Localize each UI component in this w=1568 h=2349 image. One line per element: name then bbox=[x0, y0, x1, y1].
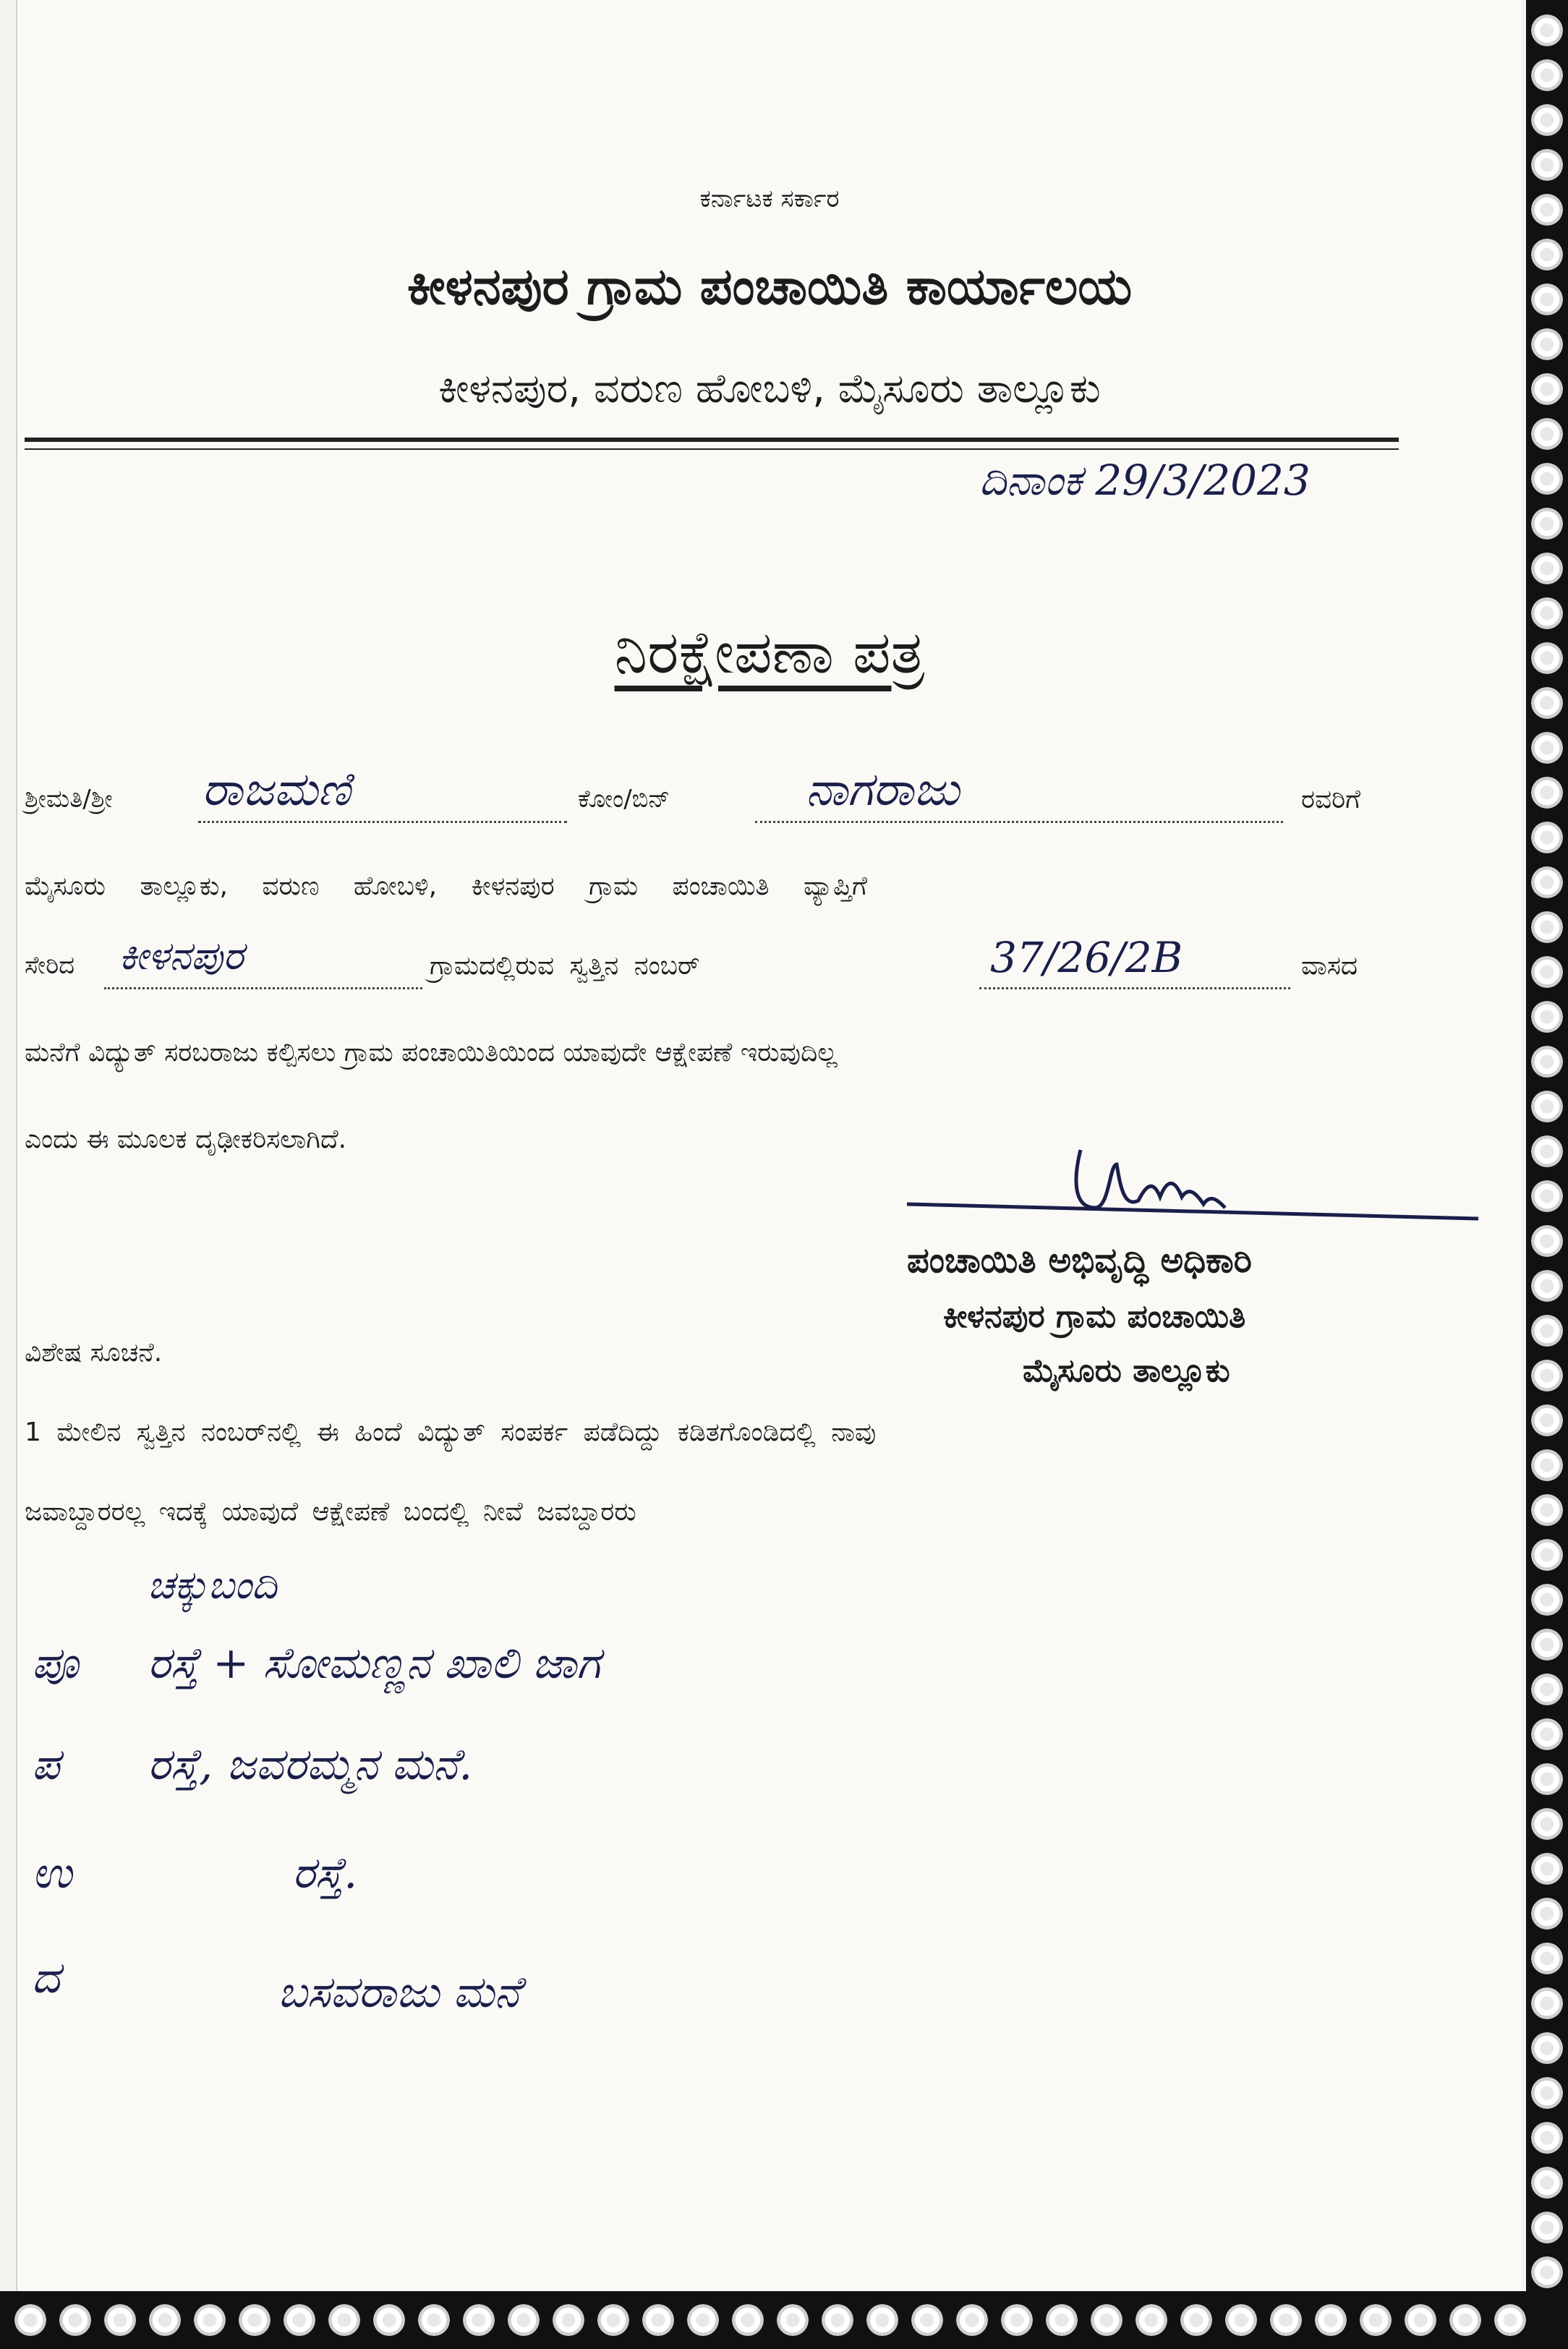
border-flower-icon bbox=[149, 2304, 181, 2336]
border-flower-icon bbox=[1531, 1987, 1563, 2019]
border-flower-icon bbox=[1531, 687, 1563, 719]
village-fill-line bbox=[104, 987, 422, 989]
border-flower-icon bbox=[59, 2304, 91, 2336]
border-flower-icon bbox=[1180, 2304, 1212, 2336]
boundary-dir-north: ಉ bbox=[32, 1848, 72, 1898]
border-flower-icon bbox=[1531, 1494, 1563, 1526]
border-flower-icon bbox=[1531, 1135, 1563, 1167]
border-flower-icon bbox=[1531, 239, 1563, 270]
relation-fill-line bbox=[755, 821, 1283, 823]
border-flower-icon bbox=[1531, 1091, 1563, 1122]
border-flower-icon bbox=[1315, 2304, 1347, 2336]
border-flower-icon bbox=[418, 2304, 450, 2336]
border-flower-icon bbox=[1531, 1315, 1563, 1347]
office-title: ಕೀಳನಪುರ ಗ್ರಾಮ ಪಂಚಾಯಿತಿ ಕಾರ್ಯಾಲಯ bbox=[406, 257, 1133, 316]
border-flower-icon bbox=[1531, 2167, 1563, 2199]
border-flower-icon bbox=[1531, 1943, 1563, 1974]
border-flower-icon bbox=[1135, 2304, 1167, 2336]
border-flower-icon bbox=[1531, 1808, 1563, 1840]
boundary-value-south: ಬಸವರಾಜು ಮನೆ bbox=[278, 1967, 521, 2018]
border-flower-icon bbox=[1091, 2304, 1122, 2336]
border-flower-icon bbox=[1531, 1853, 1563, 1885]
border-flower-icon bbox=[1531, 956, 1563, 988]
border-flower-icon bbox=[1531, 911, 1563, 943]
border-flower-icon bbox=[1531, 777, 1563, 809]
village-name: ಕೀಳನಪುರ bbox=[119, 933, 244, 979]
decorative-border-bottom bbox=[0, 2291, 1568, 2349]
border-flower-icon bbox=[1531, 1674, 1563, 1705]
border-flower-icon bbox=[1531, 1898, 1563, 1930]
border-flower-icon bbox=[14, 2304, 46, 2336]
line3-middle: ಗ್ರಾಮದಲ್ಲಿರುವ ಸ್ವತ್ತಿನ ನಂಬರ್ bbox=[430, 951, 700, 981]
border-flower-icon bbox=[1531, 2212, 1563, 2243]
document-page bbox=[16, 0, 1522, 2329]
border-flower-icon bbox=[1270, 2304, 1302, 2336]
border-flower-icon bbox=[1531, 597, 1563, 629]
border-flower-icon bbox=[1531, 59, 1563, 91]
border-flower-icon bbox=[777, 2304, 809, 2336]
border-flower-icon bbox=[1531, 284, 1563, 315]
document-title: ನಿರಕ್ಷೇಪಣಾ ಪತ್ರ bbox=[614, 618, 925, 687]
border-flower-icon bbox=[1531, 1404, 1563, 1436]
signatory-office: ಕೀಳನಪುರ ಗ್ರಾಮ ಪಂಚಾಯಿತಿ bbox=[943, 1298, 1246, 1335]
body-line-5: ಎಂದು ಈ ಮೂಲಕ ದೃಢೀಕರಿಸಲಾಗಿದೆ. bbox=[25, 1125, 347, 1154]
border-flower-icon bbox=[1531, 328, 1563, 360]
boundary-value-north: ರಸ್ತೆ. bbox=[292, 1848, 358, 1898]
notes-heading: ವಿಶೇಷ ಸೂಚನೆ. bbox=[25, 1338, 163, 1368]
officer-signature-icon bbox=[900, 1135, 1493, 1244]
border-flower-icon bbox=[328, 2304, 360, 2336]
honorific-label: ಶ್ರೀಮತಿ/ಶ್ರೀ bbox=[25, 785, 113, 814]
property-fill-line bbox=[979, 987, 1290, 989]
border-flower-icon bbox=[1531, 1225, 1563, 1257]
signatory-designation: ಪಂಚಾಯಿತಿ ಅಭಿವೃದ್ಧಿ ಅಧಿಕಾರಿ bbox=[907, 1240, 1252, 1281]
boundary-value-west: ರಸ್ತೆ, ಜವರಮ್ಮನ ಮನೆ. bbox=[148, 1739, 473, 1790]
border-flower-icon bbox=[1531, 2032, 1563, 2064]
border-flower-icon bbox=[597, 2304, 629, 2336]
boundary-dir-west: ಪ bbox=[32, 1739, 60, 1790]
border-flower-icon bbox=[104, 2304, 136, 2336]
signatory-taluk: ಮೈಸೂರು ತಾಲ್ಲೂಕು bbox=[1023, 1352, 1230, 1389]
border-flower-icon bbox=[1531, 194, 1563, 226]
border-flower-icon bbox=[822, 2304, 853, 2336]
border-flower-icon bbox=[1494, 2304, 1526, 2336]
border-flower-icon bbox=[1531, 1539, 1563, 1571]
border-flower-icon bbox=[1531, 553, 1563, 584]
border-flower-icon bbox=[1531, 1718, 1563, 1750]
border-flower-icon bbox=[1001, 2304, 1033, 2336]
border-flower-icon bbox=[1531, 373, 1563, 405]
notes-line-1: 1 ಮೇಲಿನ ಸ್ವತ್ತಿನ ನಂಬರ್‌ನಲ್ಲಿ ಈ ಹಿಂದೆ ವಿದ್ಯುತ್ ಸಂಪರ್ಕ ಪಡೆದಿದ್ದು ಕಡಿತಗೊಂಡಿದಲ್ಲಿ ನಾವು bbox=[25, 1418, 877, 1447]
border-flower-icon bbox=[373, 2304, 405, 2336]
border-flower-icon bbox=[911, 2304, 943, 2336]
property-number: 37/26/2B bbox=[990, 933, 1183, 982]
boundary-value-east: ರಸ್ತೆ + ಸೋಮಣ್ಣನ ಖಾಲಿ ಜಾಗ bbox=[148, 1638, 600, 1689]
border-flower-icon bbox=[1531, 1046, 1563, 1078]
line1-suffix: ರವರಿಗೆ bbox=[1301, 785, 1361, 814]
border-flower-icon bbox=[239, 2304, 270, 2336]
border-flower-icon bbox=[1531, 463, 1563, 495]
border-flower-icon bbox=[1225, 2304, 1257, 2336]
body-line-4: ಮನೆಗೆ ವಿದ್ಯುತ್ ಸರಬರಾಜು ಕಲ್ಪಿಸಲು ಗ್ರಾಮ ಪಂಚಾಯಿತಿಯಿಂದ ಯಾವುದೇ ಆಕ್ಷೇಪಣೆ ಇರುವುದಿಲ್ಲ bbox=[25, 1038, 838, 1067]
relation-name: ನಾಗರಾಜು bbox=[806, 763, 960, 817]
border-flower-icon bbox=[687, 2304, 719, 2336]
government-label: ಕರ್ನಾಟಕ ಸರ್ಕಾರ bbox=[699, 184, 840, 213]
relation-label: ಕೋಂ/ಬಿನ್ bbox=[578, 785, 670, 814]
border-flower-icon bbox=[1531, 418, 1563, 450]
border-flower-icon bbox=[1360, 2304, 1392, 2336]
boundary-dir-east: ಪೂ bbox=[32, 1638, 79, 1689]
border-flower-icon bbox=[1531, 822, 1563, 853]
border-flower-icon bbox=[1531, 1001, 1563, 1033]
border-flower-icon bbox=[1531, 1449, 1563, 1481]
boundary-dir-south: ದ bbox=[32, 1953, 60, 2003]
border-flower-icon bbox=[732, 2304, 764, 2336]
border-flower-icon bbox=[866, 2304, 898, 2336]
header-rule-thick bbox=[25, 438, 1399, 442]
border-flower-icon bbox=[1531, 508, 1563, 540]
border-flower-icon bbox=[1531, 1360, 1563, 1391]
handwritten-date: ದಿನಾಂಕ 29/3/2023 bbox=[979, 456, 1311, 505]
boundaries-heading: ಚಕ್ಕುಬಂದಿ bbox=[148, 1562, 277, 1608]
border-flower-icon bbox=[553, 2304, 584, 2336]
border-flower-icon bbox=[463, 2304, 495, 2336]
border-flower-icon bbox=[1531, 1270, 1563, 1302]
border-flower-icon bbox=[1531, 2122, 1563, 2154]
border-flower-icon bbox=[1531, 732, 1563, 764]
border-flower-icon bbox=[642, 2304, 674, 2336]
border-flower-icon bbox=[1046, 2304, 1078, 2336]
notes-line-2: ಜವಾಬ್ದಾರರಲ್ಲ ಇದಕ್ಕೆ ಯಾವುದೆ ಆಕ್ಷೇಪಣೆ ಬಂದಲ್ಲಿ ನೀವೆ ಜವಬ್ದಾರರು bbox=[25, 1497, 636, 1527]
line3-prefix: ಸೇರಿದ bbox=[25, 951, 75, 980]
border-flower-icon bbox=[1531, 2256, 1563, 2288]
border-flower-icon bbox=[1531, 1584, 1563, 1616]
applicant-name: ರಾಜಮಣಿ bbox=[202, 763, 351, 817]
border-flower-icon bbox=[1449, 2304, 1481, 2336]
border-flower-icon bbox=[508, 2304, 540, 2336]
border-flower-icon bbox=[284, 2304, 315, 2336]
border-flower-icon bbox=[1405, 2304, 1436, 2336]
body-line-2: ಮೈಸೂರು ತಾಲ್ಲೂಕು, ವರುಣ ಹೋಬಳಿ, ಕೀಳನಪುರ ಗ್ರಾಮ ಪಂಚಾಯಿತಿ ವ್ಯಾಪ್ತಿಗೆ bbox=[25, 871, 867, 901]
border-flower-icon bbox=[1531, 866, 1563, 898]
border-flower-icon bbox=[1531, 14, 1563, 46]
office-address: ಕೀಳನಪುರ, ವರುಣ ಹೋಬಳಿ, ಮೈಸೂರು ತಾಲ್ಲೂಕು bbox=[438, 365, 1101, 412]
name-fill-line bbox=[198, 821, 567, 823]
border-flower-icon bbox=[1531, 1629, 1563, 1660]
border-flower-icon bbox=[1531, 1180, 1563, 1212]
border-flower-icon bbox=[1531, 104, 1563, 136]
line3-suffix: ವಾಸದ bbox=[1301, 951, 1358, 981]
border-flower-icon bbox=[194, 2304, 226, 2336]
border-flower-icon bbox=[1531, 1763, 1563, 1795]
border-flower-icon bbox=[1531, 149, 1563, 181]
decorative-border-right bbox=[1526, 0, 1568, 2349]
border-flower-icon bbox=[1531, 2077, 1563, 2109]
header-rule-thin bbox=[25, 448, 1399, 450]
border-flower-icon bbox=[1531, 642, 1563, 674]
border-flower-icon bbox=[956, 2304, 988, 2336]
